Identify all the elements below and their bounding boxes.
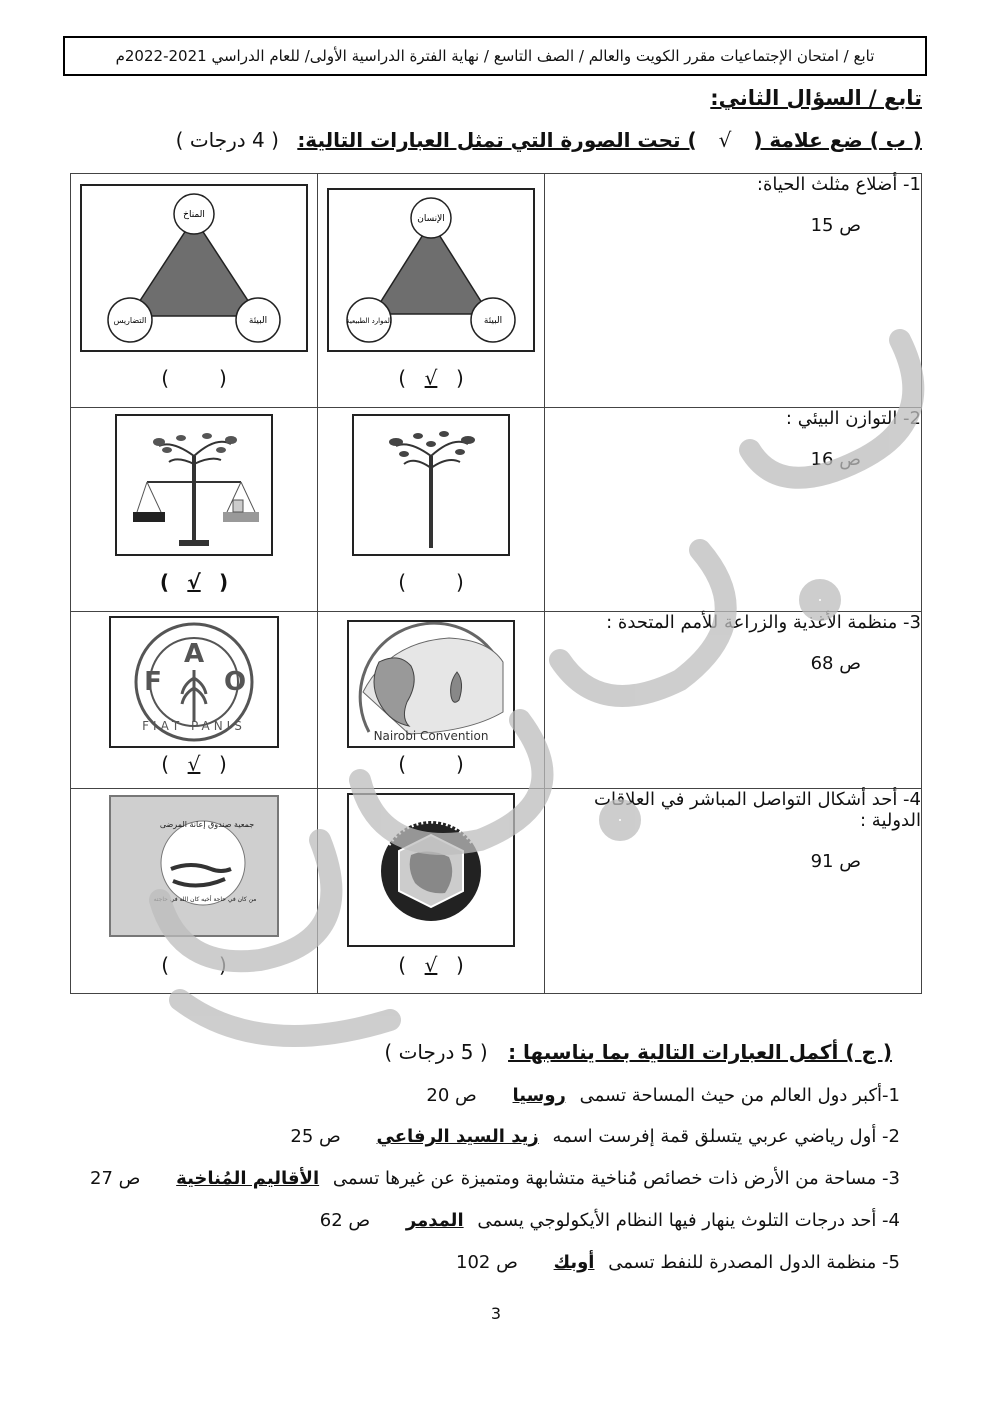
label-climate: المناخ bbox=[183, 210, 205, 220]
option-a-cell[interactable] bbox=[318, 408, 545, 612]
answer-parens[interactable]: ( √ ) bbox=[159, 570, 229, 594]
question-c-title: ( ج ) أكمل العبارات التالية بما يناسبها : bbox=[508, 1040, 892, 1064]
nairobi-convention-logo bbox=[347, 620, 515, 748]
answer-mark: √ bbox=[187, 570, 201, 594]
question-c bbox=[384, 1040, 892, 1064]
triangle-diagram-a bbox=[327, 188, 535, 352]
nairobi-caption: Nairobi Convention bbox=[373, 729, 489, 743]
fill-item bbox=[290, 1126, 900, 1147]
statement-cell bbox=[545, 174, 922, 408]
fao-letter-a: A bbox=[183, 639, 205, 669]
page-reference: ص 15 bbox=[810, 215, 861, 236]
statement-text: 3- منظمة الأغذية والزراعة للأمم المتحدة : bbox=[606, 612, 921, 633]
answer-grid bbox=[70, 173, 922, 994]
answer-parens[interactable]: ( √ ) bbox=[398, 953, 464, 977]
option-b-cell[interactable] bbox=[71, 612, 318, 789]
question-b bbox=[175, 128, 922, 152]
charity-slogan: من كان في حاجة أخيه كان الله في حاجته bbox=[153, 896, 257, 903]
question-b-tail: ) تحت الصورة التي تمثل العبارات التالية: bbox=[297, 128, 697, 152]
fill-item bbox=[456, 1252, 900, 1273]
section-title: تابع / السؤال الثاني: bbox=[710, 86, 922, 110]
statement-text: 2- التوازن البيئي : bbox=[785, 408, 921, 429]
statement-cell bbox=[545, 789, 922, 994]
answer-mark: √ bbox=[424, 953, 438, 977]
fao-logo bbox=[109, 616, 279, 748]
fao-motto: FIAT PANIS bbox=[142, 719, 246, 733]
option-a-cell[interactable] bbox=[318, 174, 545, 408]
answer-parens[interactable]: ( √ ) bbox=[398, 366, 464, 390]
page-reference: ص 91 bbox=[810, 851, 861, 872]
statement-cell bbox=[545, 612, 922, 789]
label-terrain: التضاريس bbox=[113, 316, 147, 325]
answer-parens[interactable]: ( ) bbox=[161, 953, 227, 977]
label-environment: البيئة bbox=[483, 316, 503, 326]
fill-item-answer[interactable]: زيد السيد الرفاعي bbox=[376, 1126, 539, 1147]
page-reference: ص 16 bbox=[810, 449, 861, 470]
fill-item-page: ص 27 bbox=[90, 1168, 141, 1189]
fill-item-text: 3- مساحة من الأرض ذات خصائص مُناخية متشابهة ومتميزة عن غيرها تسمى bbox=[332, 1168, 900, 1189]
label-environment: البيئة bbox=[248, 316, 268, 326]
fill-item-text: 2- أول رياضي عربي يتسلق قمة إفرست اسمه bbox=[552, 1126, 900, 1147]
check-symbol: √ bbox=[718, 128, 732, 152]
triangle-diagram-b bbox=[80, 184, 308, 352]
fill-item-page: ص 20 bbox=[426, 1085, 477, 1106]
charity-fund-logo bbox=[109, 795, 279, 937]
question-c-marks: ( 5 درجات ) bbox=[384, 1040, 488, 1064]
option-a-cell[interactable] bbox=[318, 612, 545, 789]
tree-image bbox=[352, 414, 510, 556]
option-b-cell[interactable] bbox=[71, 174, 318, 408]
answer-parens[interactable]: ( ) bbox=[398, 752, 464, 776]
fill-item bbox=[426, 1085, 900, 1106]
page-reference: ص 68 bbox=[810, 653, 861, 674]
fill-item-answer[interactable]: الأقاليم المُناخية bbox=[176, 1168, 320, 1189]
fill-item-page: ص 25 bbox=[290, 1126, 341, 1147]
table-row bbox=[71, 612, 922, 789]
fill-item-text: 1-أكبر دول العالم من حيث المساحة تسمى bbox=[579, 1085, 900, 1106]
label-natural-resources: الموارد الطبيعية bbox=[346, 317, 392, 325]
fill-item-answer[interactable]: أوبك bbox=[553, 1252, 595, 1273]
table-row bbox=[71, 789, 922, 994]
option-b-cell[interactable] bbox=[71, 789, 318, 994]
question-b-marks: ( 4 درجات ) bbox=[175, 128, 279, 152]
fill-item-text: 4- أحد درجات التلوث ينهار فيها النظام الأيكولوجي يسمى bbox=[477, 1210, 900, 1231]
exam-header: تابع / امتحان الإجتماعيات مقرر الكويت والعالم / الصف التاسع / نهاية الفترة الدراسية الأولى/ للعام الدراسي 2021-2022م bbox=[63, 36, 927, 76]
option-b-cell[interactable] bbox=[71, 408, 318, 612]
question-b-lead: ( ب ) ضع علامة ( bbox=[753, 128, 922, 152]
fill-item-page: ص 102 bbox=[456, 1252, 518, 1273]
label-human: الإنسان bbox=[417, 214, 445, 224]
fill-item-text: 5- منظمة الدول المصدرة للنفط تسمى bbox=[608, 1252, 900, 1273]
table-row bbox=[71, 174, 922, 408]
fao-letter-o: O bbox=[223, 667, 247, 697]
fill-item-answer[interactable]: روسيا bbox=[512, 1085, 566, 1106]
statement-text: 4- أحد أشكال التواصل المباشر في العلاقات الدولية : bbox=[594, 789, 921, 831]
page-number: 3 bbox=[490, 1304, 502, 1323]
gcc-logo bbox=[347, 793, 515, 947]
fill-item-answer[interactable]: المدمر bbox=[405, 1210, 464, 1231]
fill-item bbox=[90, 1168, 900, 1189]
fill-item-page: ص 62 bbox=[319, 1210, 371, 1231]
answer-parens[interactable]: ( ) bbox=[398, 570, 464, 594]
answer-mark: √ bbox=[424, 366, 438, 390]
balanced-scale-tree-image bbox=[115, 414, 273, 556]
option-a-cell[interactable] bbox=[318, 789, 545, 994]
answer-mark: √ bbox=[187, 752, 201, 776]
fao-letter-f: F bbox=[144, 667, 162, 697]
table-row bbox=[71, 408, 922, 612]
statement-cell bbox=[545, 408, 922, 612]
answer-parens[interactable]: ( ) bbox=[161, 366, 227, 390]
charity-name: جمعية صندوق إعانة المرضى bbox=[159, 820, 255, 829]
fill-item bbox=[320, 1210, 900, 1231]
statement-text: 1- أضلاع مثلث الحياة: bbox=[756, 174, 921, 195]
answer-parens[interactable]: ( √ ) bbox=[161, 752, 227, 776]
